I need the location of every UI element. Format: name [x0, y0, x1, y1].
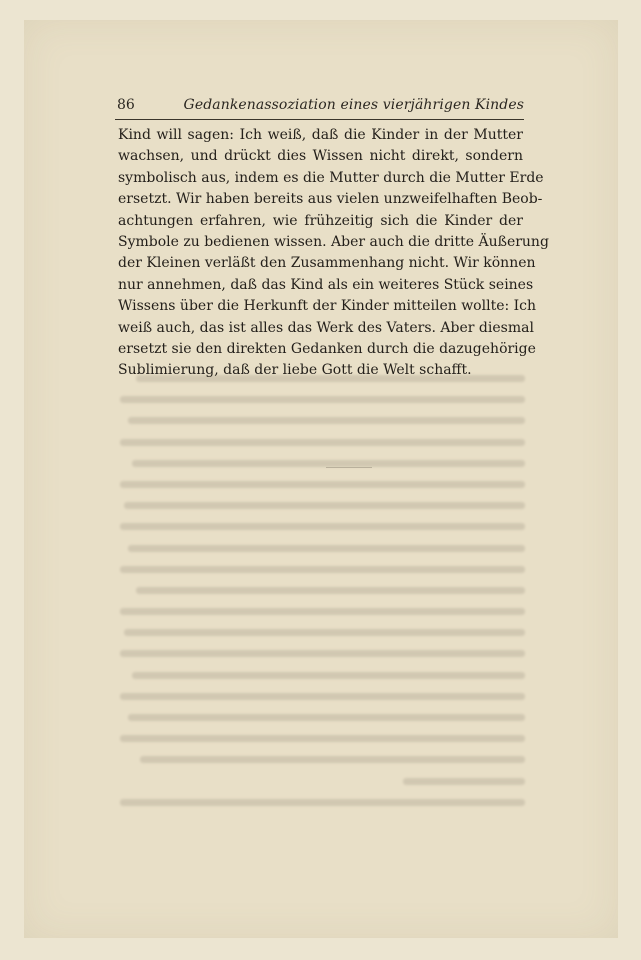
- page-number: 86: [117, 97, 135, 113]
- text-line: weiß auch, das ist alles das Werk des Vaters. Aber diesmal: [118, 319, 534, 336]
- show-through-rule: [326, 467, 372, 468]
- text-line: ersetzt sie den direkten Gedanken durch die dazugehörige: [118, 340, 536, 357]
- running-head: Gedankenassoziation eines vierjährigen Kindes: [183, 97, 524, 113]
- text-line: Sublimierung, daß der liebe Gott die Welt schafft.: [118, 362, 472, 379]
- text-line: Kind will sagen: Ich weiß, daß die Kinder in der Mutter: [118, 127, 523, 143]
- text-line: symbolisch aus, indem es die Mutter durch die Mutter Erde: [118, 169, 544, 186]
- page-header: [115, 95, 524, 120]
- text-line: ersetzt. Wir haben bereits aus vielen unzweifelhaften Beob-: [118, 191, 543, 208]
- text-line: Wissens über die Herkunft der Kinder mitteilen wollte: Ich: [118, 298, 537, 315]
- text-line: nur annehmen, daß das Kind als ein weiteres Stück seines: [118, 276, 534, 293]
- text-line: achtungen erfahren, wie frühzeitig sich die Kinder der: [118, 212, 523, 229]
- text-line: wachsen, und drückt dies Wissen nicht direkt, sondern: [118, 148, 523, 165]
- show-through-text: [120, 375, 525, 815]
- body-text: [118, 125, 549, 382]
- text-line: der Kleinen verläßt den Zusammenhang nicht. Wir können: [118, 255, 536, 272]
- text-line: Symbole zu bedienen wissen. Aber auch die dritte Äußerung: [118, 233, 549, 250]
